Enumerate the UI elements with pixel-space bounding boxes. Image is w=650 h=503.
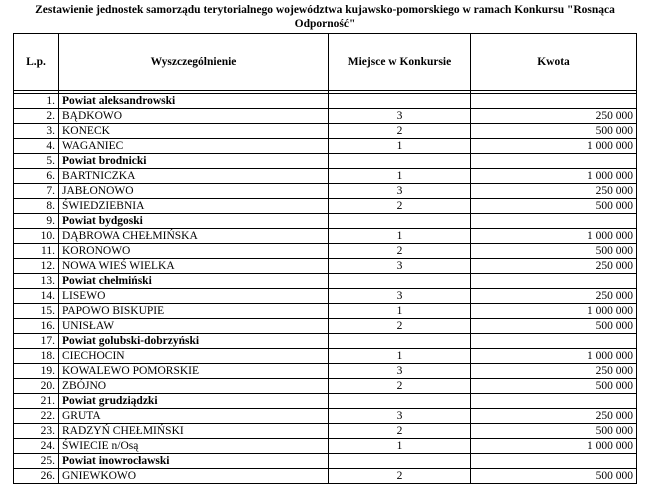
cell-name: UNISŁAW	[59, 319, 329, 334]
cell-amount: 1 000 000	[471, 229, 637, 244]
table-row	[14, 379, 637, 394]
cell-amount	[471, 274, 637, 289]
cell-name: ŚWIEDZIEBNIA	[59, 199, 329, 214]
cell-lp: 6.	[14, 169, 59, 184]
cell-place: 2	[329, 199, 471, 214]
cell-name: KONECK	[59, 124, 329, 139]
cell-amount	[471, 94, 637, 109]
cell-amount	[471, 214, 637, 229]
cell-lp: 14.	[14, 289, 59, 304]
cell-lp: 15.	[14, 304, 59, 319]
cell-place: 2	[329, 424, 471, 439]
table-row	[14, 259, 637, 274]
title-line-1: Zestawienie jednostek samorządu terytorialnego województwa kujawsko-pomorskiego w ramach Konkursu "Rosnąca	[35, 4, 615, 16]
cell-name: Powiat chełmiński	[59, 274, 329, 289]
cell-place	[329, 274, 471, 289]
cell-place	[329, 154, 471, 169]
cell-place: 1	[329, 229, 471, 244]
cell-amount: 500 000	[471, 469, 637, 484]
cell-lp: 9.	[14, 214, 59, 229]
cell-place: 1	[329, 439, 471, 454]
cell-amount	[471, 394, 637, 409]
group-row	[14, 334, 637, 349]
table-body	[14, 91, 637, 484]
cell-name: Powiat inowrocławski	[59, 454, 329, 469]
cell-name: NOWA WIEŚ WIELKA	[59, 259, 329, 274]
cell-amount	[471, 454, 637, 469]
table-row	[14, 289, 637, 304]
table-row	[14, 184, 637, 199]
cell-amount	[471, 154, 637, 169]
cell-name: LISEWO	[59, 289, 329, 304]
cell-name: Powiat aleksandrowski	[59, 94, 329, 109]
cell-place	[329, 214, 471, 229]
cell-lp: 4.	[14, 139, 59, 154]
cell-place: 1	[329, 304, 471, 319]
cell-amount: 250 000	[471, 259, 637, 274]
table-row	[14, 139, 637, 154]
header-name: Wyszczególnienie	[59, 34, 329, 91]
cell-name: BARTNICZKA	[59, 169, 329, 184]
header-amount: Kwota	[471, 34, 637, 91]
cell-place: 3	[329, 289, 471, 304]
cell-place	[329, 454, 471, 469]
cell-amount: 500 000	[471, 124, 637, 139]
table-row	[14, 229, 637, 244]
cell-amount: 1 000 000	[471, 169, 637, 184]
cell-place: 2	[329, 469, 471, 484]
cell-name: KOWALEWO POMORSKIE	[59, 364, 329, 379]
cell-name: Powiat bydgoski	[59, 214, 329, 229]
cell-lp: 8.	[14, 199, 59, 214]
cell-lp: 5.	[14, 154, 59, 169]
group-row	[14, 94, 637, 109]
table-row	[14, 199, 637, 214]
cell-name: DĄBROWA CHEŁMIŃSKA	[59, 229, 329, 244]
cell-amount: 250 000	[471, 364, 637, 379]
cell-lp: 18.	[14, 349, 59, 364]
cell-lp: 16.	[14, 319, 59, 334]
cell-lp: 25.	[14, 454, 59, 469]
cell-amount: 250 000	[471, 109, 637, 124]
cell-place: 3	[329, 259, 471, 274]
group-row	[14, 394, 637, 409]
cell-amount	[471, 334, 637, 349]
cell-amount: 1 000 000	[471, 304, 637, 319]
cell-place	[329, 394, 471, 409]
cell-lp: 17.	[14, 334, 59, 349]
cell-lp: 24.	[14, 439, 59, 454]
group-row	[14, 274, 637, 289]
table-row	[14, 169, 637, 184]
cell-place: 2	[329, 379, 471, 394]
cell-name: PAPOWO BISKUPIE	[59, 304, 329, 319]
table-row	[14, 424, 637, 439]
group-row	[14, 214, 637, 229]
cell-amount: 250 000	[471, 184, 637, 199]
cell-lp: 7.	[14, 184, 59, 199]
table-header-row	[14, 34, 637, 91]
cell-lp: 1.	[14, 94, 59, 109]
cell-amount: 250 000	[471, 289, 637, 304]
cell-lp: 3.	[14, 124, 59, 139]
cell-place: 3	[329, 409, 471, 424]
cell-place	[329, 334, 471, 349]
cell-lp: 20.	[14, 379, 59, 394]
cell-name: Powiat brodnicki	[59, 154, 329, 169]
cell-lp: 26.	[14, 469, 59, 484]
cell-place	[329, 94, 471, 109]
cell-amount: 500 000	[471, 379, 637, 394]
cell-name: Powiat golubski-dobrzyński	[59, 334, 329, 349]
header-place: Miejsce w Konkursie	[329, 34, 471, 91]
cell-name: Powiat grudziądzki	[59, 394, 329, 409]
cell-name: JABŁONOWO	[59, 184, 329, 199]
table-row	[14, 319, 637, 334]
cell-lp: 19.	[14, 364, 59, 379]
cell-name: GNIEWKOWO	[59, 469, 329, 484]
cell-lp: 11.	[14, 244, 59, 259]
cell-amount: 500 000	[471, 424, 637, 439]
cell-lp: 2.	[14, 109, 59, 124]
cell-name: ZBÓJNO	[59, 379, 329, 394]
cell-place: 1	[329, 349, 471, 364]
table-row	[14, 304, 637, 319]
table-row	[14, 439, 637, 454]
cell-place: 1	[329, 169, 471, 184]
cell-name: WAGANIEC	[59, 139, 329, 154]
table-row	[14, 364, 637, 379]
cell-place: 2	[329, 124, 471, 139]
cell-amount: 500 000	[471, 244, 637, 259]
cell-name: GRUTA	[59, 409, 329, 424]
cell-amount: 250 000	[471, 409, 637, 424]
cell-name: BĄDKOWO	[59, 109, 329, 124]
cell-name: RADZYŃ CHEŁMIŃSKI	[59, 424, 329, 439]
document-title	[12, 3, 638, 31]
cell-lp: 22.	[14, 409, 59, 424]
table-row	[14, 109, 637, 124]
cell-name: KORONOWO	[59, 244, 329, 259]
cell-place: 3	[329, 184, 471, 199]
table-row	[14, 469, 637, 484]
table-row	[14, 409, 637, 424]
cell-amount: 500 000	[471, 199, 637, 214]
results-table	[13, 33, 637, 484]
cell-lp: 12.	[14, 259, 59, 274]
cell-amount: 1 000 000	[471, 139, 637, 154]
cell-lp: 13.	[14, 274, 59, 289]
cell-name: ŚWIECIE n/Osą	[59, 439, 329, 454]
cell-lp: 21.	[14, 394, 59, 409]
table-row	[14, 349, 637, 364]
cell-place: 3	[329, 364, 471, 379]
group-row	[14, 154, 637, 169]
table-row	[14, 124, 637, 139]
title-line-2: Odporność"	[294, 18, 356, 30]
table-row	[14, 244, 637, 259]
cell-place: 2	[329, 244, 471, 259]
cell-name: CIECHOCIN	[59, 349, 329, 364]
header-lp: L.p.	[14, 34, 59, 91]
cell-place: 2	[329, 319, 471, 334]
cell-lp: 23.	[14, 424, 59, 439]
cell-place: 1	[329, 139, 471, 154]
group-row	[14, 454, 637, 469]
cell-lp: 10.	[14, 229, 59, 244]
cell-amount: 1 000 000	[471, 439, 637, 454]
cell-place: 3	[329, 109, 471, 124]
cell-amount: 1 000 000	[471, 349, 637, 364]
cell-amount: 500 000	[471, 319, 637, 334]
